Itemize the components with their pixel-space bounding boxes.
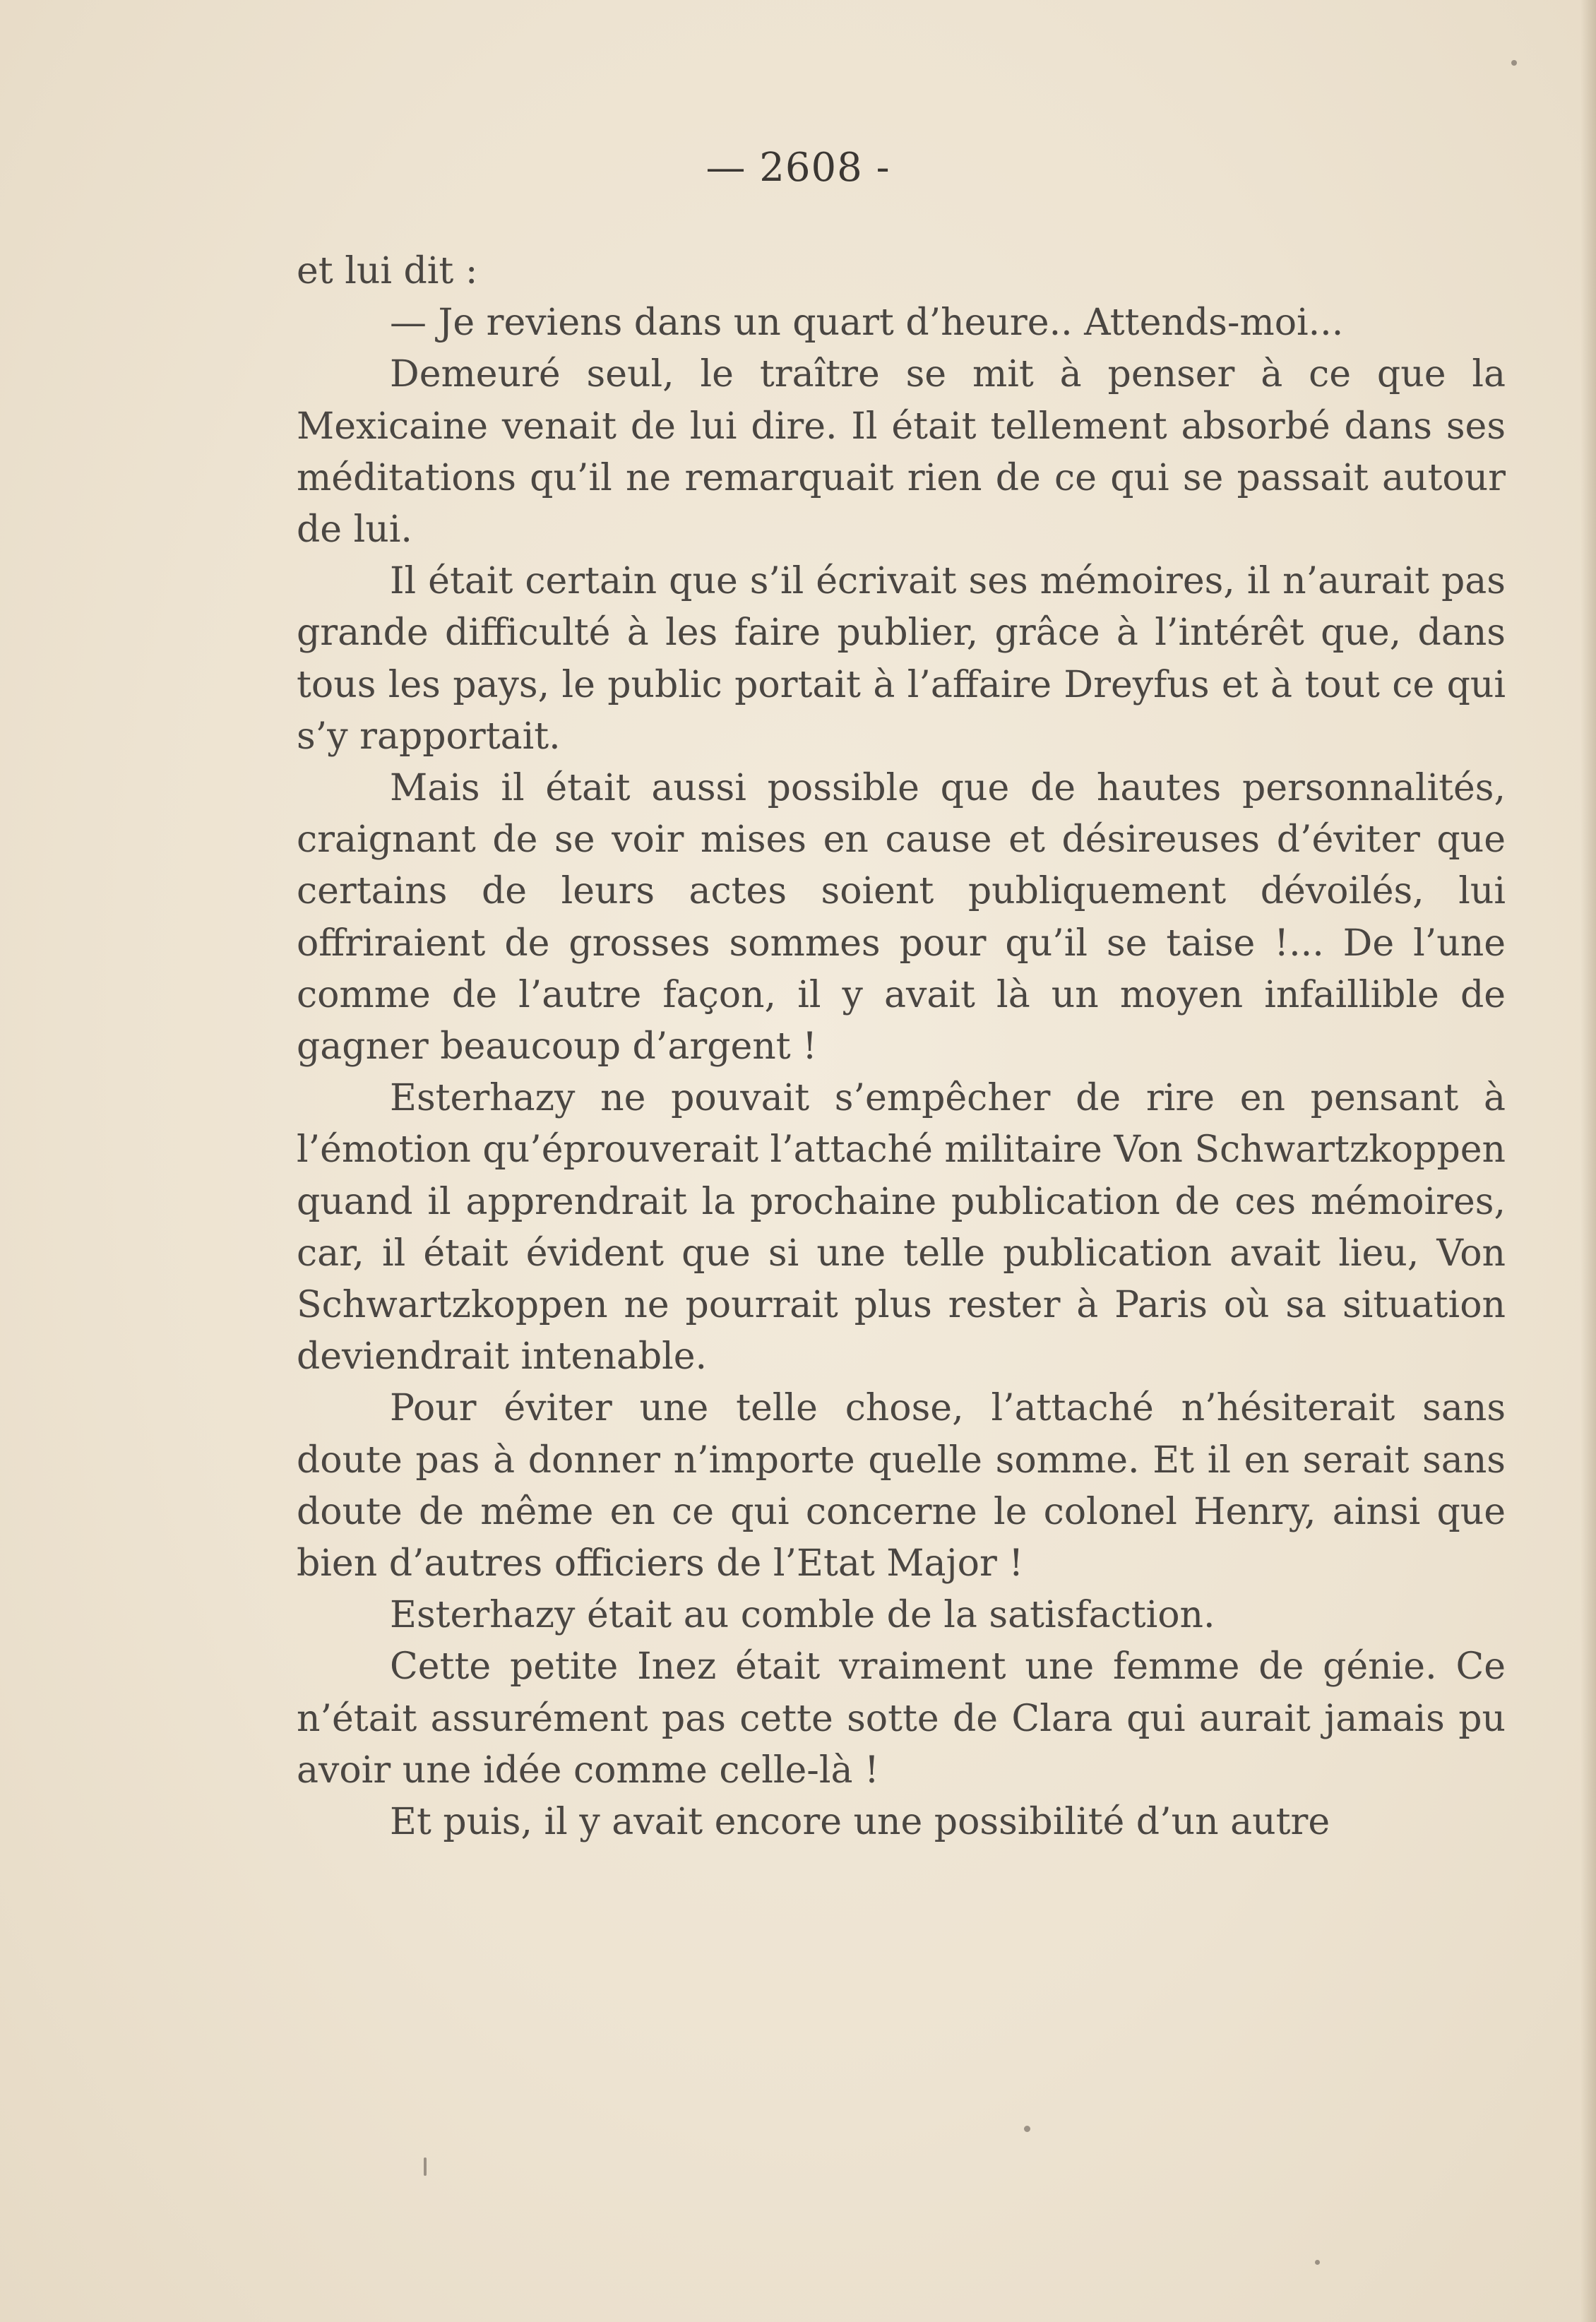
page-number: — 2608 - xyxy=(705,145,891,191)
paper-speck xyxy=(1024,2126,1030,2132)
paper-speck xyxy=(1315,2260,1320,2265)
paragraph-2: — Je reviens dans un quart d’heure.. Attends-moi... xyxy=(390,302,1344,345)
paragraph-5: Mais il était aussi possible que de hautes personnalités, craignant de se voir mises en cause et désireuses d’éviter que certains de leurs actes soient publiquement dévoilés, lui offriraient de grosses sommes pour qu’il se taise !... De l’une comme de l’autre façon, il y avait là un moyen infaillible de gagner beaucoup d’argent ! xyxy=(297,767,1506,1068)
paragraph-8: Esterhazy était au comble de la satisfaction. xyxy=(390,1594,1215,1637)
page-edge-shadow xyxy=(1580,0,1596,2322)
paper-speck xyxy=(1511,60,1517,66)
paragraph-3: Demeuré seul, le traître se mit à penser à ce que la Mexicaine venait de lui dire. Il était tellement absorbé dans ses méditations qu’il ne remarquait rien de ce qui se passait autour de lui. xyxy=(297,353,1506,552)
paragraph-10: Et puis, il y avait encore une possibilité d’un autre xyxy=(390,1801,1330,1844)
paragraph-7: Pour éviter une telle chose, l’attaché n’hésiterait sans doute pas à donner n’importe quelle somme. Et il en serait sans doute de même en ce qui concerne le colonel Henry, ainsi que bien d’autres officiers de l’Etat Major ! xyxy=(297,1387,1506,1585)
body-text xyxy=(297,246,1506,1848)
paragraph-6: Esterhazy ne pouvait s’empêcher de rire en pensant à l’émotion qu’éprouverait l’attaché militaire Von Schwartzkoppen quand il apprendrait la prochaine publication de ces mémoires, car, il était évident que si une telle publication avait lieu, Von Schwartzkoppen ne pourrait plus rester à Paris où sa situation deviendrait intenable. xyxy=(297,1077,1506,1379)
paragraph-4: Il était certain que s’il écrivait ses mémoires, il n’aurait pas grande difficulté à les faire publier, grâce à l’intérêt que, dans tous les pays, le public portait à l’affaire Dreyfus et à tout ce qui s’y rapportait. xyxy=(297,560,1506,758)
paragraph-1: et lui dit : xyxy=(297,250,478,292)
paper-speck xyxy=(424,2157,427,2176)
paragraph-9: Cette petite Inez était vraiment une femme de génie. Ce n’était assurément pas cette sotte de Clara qui aurait jamais pu avoir une idée comme celle-là ! xyxy=(297,1645,1506,1792)
